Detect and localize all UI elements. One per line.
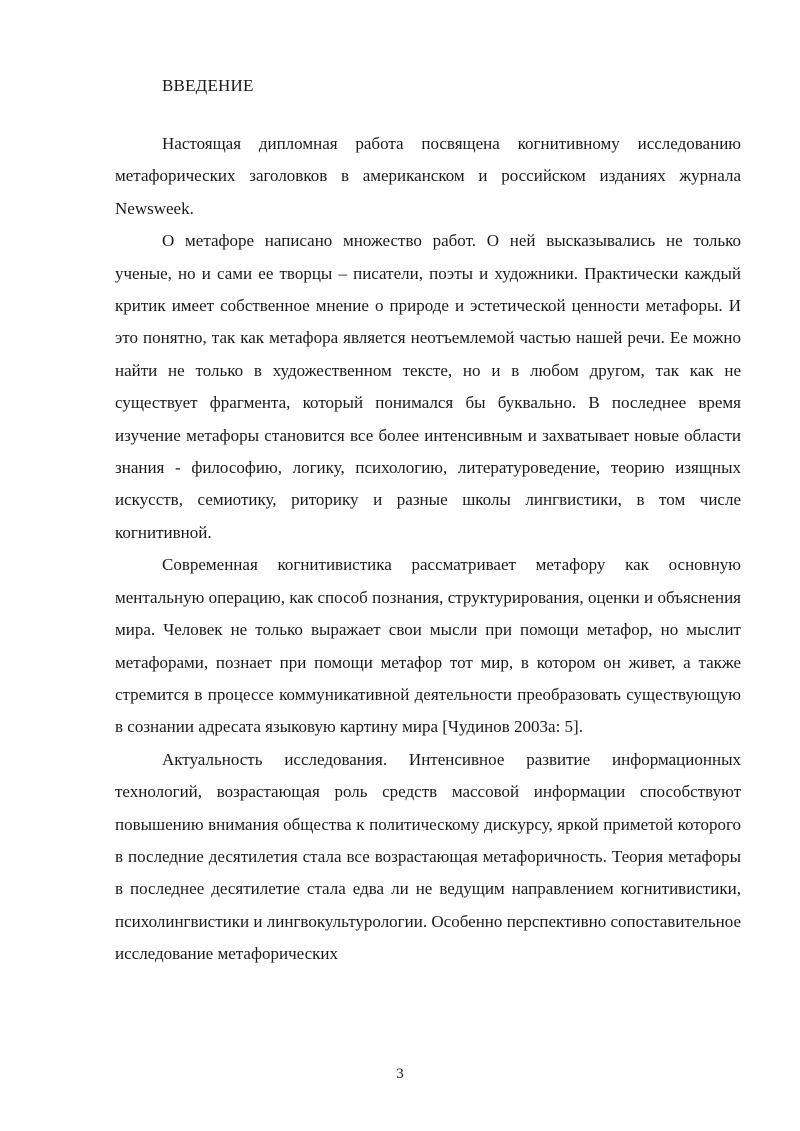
- section-heading: ВВЕДЕНИЕ: [162, 76, 254, 95]
- paragraph-3: Современная когнитивистика рассматривает метафору как основную ментальную операцию, как способ познания, структурирования, оценки и объяснения мира. Человек не только выражает свои мысли при помощи метафор, но мыслит метафорами, познает при помощи метафор тот мир, в котором он живет, а также стремится в процессе коммуникативной деятельности преобразовать существующую в сознании адресата языковую картину мира [Чудинов 2003а: 5].: [115, 555, 741, 737]
- page-number: 3: [396, 1066, 404, 1082]
- body-text: [115, 128, 741, 971]
- paragraph-4: Актуальность исследования. Интенсивное развитие информационных технологий, возрастающая роль средств массовой информации способствуют повышению внимания общества к политическому дискурсу, яркой приметой которого в последние десятилетия стала все возрастающая метафоричность. Теория метафоры в последнее десятилетие стала едва ли не ведущим направлением когнитивистики, психолингвистики и лингвокультурологии. Особенно перспективно сопоставительное исследование метафорических: [115, 749, 741, 964]
- paragraph-1: Настоящая дипломная работа посвящена когнитивному исследованию метафорических заголовков в американском и российском изданиях журнала Newsweek.: [115, 134, 741, 218]
- paragraph-2: О метафоре написано множество работ. О ней высказывались не только ученые, но и сами ее творцы – писатели, поэты и художники. Практически каждый критик имеет собственное мнение о природе и эстетической ценности метафоры. И это понятно, так как метафора является неотъемлемой частью нашей речи. Ее можно найти не только в художественном тексте, но и в любом другом, так как не существует фрагмента, который понимался бы буквально. В последнее время изучение метафоры становится все более интенсивным и захватывает новые области знания - философию, логику, психологию, литературоведение, теорию изящных искусств, семиотику, риторику и разные школы лингвистики, в том числе когнитивной.: [115, 231, 741, 542]
